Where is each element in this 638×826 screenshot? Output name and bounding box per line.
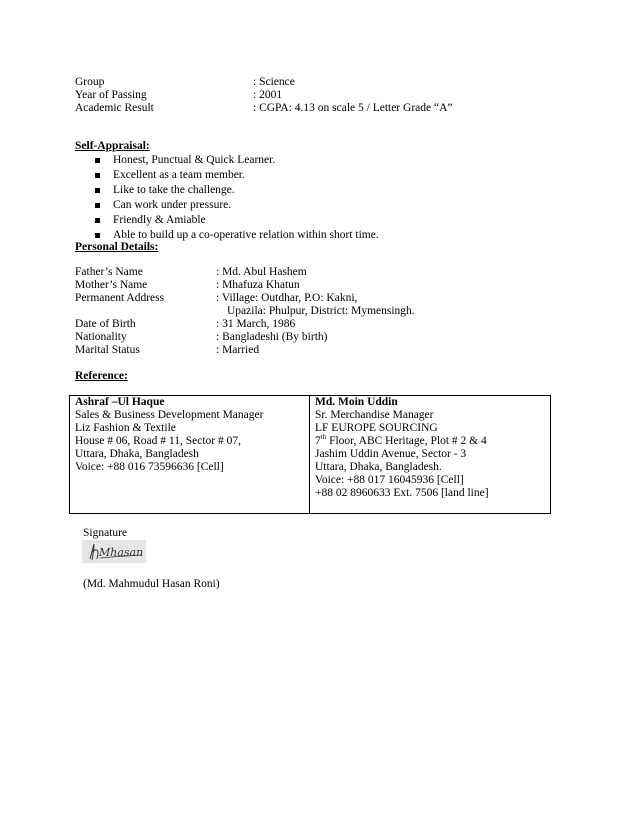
personal-label: Permanent Address	[75, 292, 165, 304]
personal-value: Upazila: Phulpur, District: Mymensingh.	[227, 305, 415, 317]
reference-line: +88 02 8960633 Ext. 7506 [land line]	[315, 487, 489, 499]
personal-label: Mother’s Name	[75, 279, 148, 291]
education-label: Year of Passing	[75, 89, 147, 101]
list-item: Excellent as a team member.	[95, 168, 379, 183]
square-bullet-icon	[95, 158, 100, 163]
list-item: Honest, Punctual & Quick Learner.	[95, 153, 379, 168]
personal-value: : Bangladeshi (By birth)	[216, 331, 328, 343]
personal-label: Nationality	[75, 331, 127, 343]
square-bullet-icon	[95, 173, 100, 178]
list-item: Friendly & Amiable	[95, 213, 379, 228]
education-value: : Science	[253, 76, 295, 88]
self-appraisal-list	[95, 153, 379, 243]
reference-name: Md. Moin Uddin	[315, 396, 398, 408]
signature-scribble-icon	[82, 540, 146, 563]
education-label: Group	[75, 76, 105, 88]
list-item: Can work under pressure.	[95, 198, 379, 213]
floor-text: Floor, ABC Heritage, Plot # 2 & 4	[329, 435, 487, 447]
list-item: Like to take the challenge.	[95, 183, 379, 198]
personal-value: : Mhafuza Khatun	[216, 279, 300, 291]
education-value: : CGPA: 4.13 on scale 5 / Letter Grade “A”	[253, 102, 453, 114]
personal-value: : 31 March, 1986	[216, 318, 296, 330]
signature-label: Signature	[83, 527, 128, 539]
personal-value: : Md. Abul Hashem	[216, 266, 307, 278]
personal-label: Marital Status	[75, 344, 140, 356]
reference-line: Uttara, Dhaka, Bangladesh	[75, 448, 199, 460]
reference-line: Sr. Merchandise Manager	[315, 409, 434, 421]
personal-value: : Married	[216, 344, 260, 356]
personal-label: Father’s Name	[75, 266, 143, 278]
signature-name: (Md. Mahmudul Hasan Roni)	[83, 578, 220, 590]
reference-heading: Reference:	[75, 370, 128, 382]
education-value: : 2001	[253, 89, 283, 101]
reference-line: Jashim Uddin Avenue, Sector - 3	[315, 448, 467, 460]
reference-line: LF EUROPE SOURCING	[315, 422, 438, 434]
square-bullet-icon	[95, 188, 100, 193]
reference-line-floor	[315, 435, 489, 448]
reference-line: Liz Fashion & Textile	[75, 422, 176, 434]
signature-image	[82, 540, 146, 563]
svg-text:Mhasan: Mhasan	[99, 546, 144, 559]
reference-line: Uttara, Dhaka, Bangladesh.	[315, 461, 442, 473]
reference-name: Ashraf –Ul Haque	[75, 396, 165, 408]
reference-left	[75, 396, 263, 474]
floor-number: 7	[315, 435, 321, 447]
education-label: Academic Result	[75, 102, 154, 114]
reference-divider	[309, 395, 310, 513]
square-bullet-icon	[95, 233, 100, 238]
reference-line: House # 06, Road # 11, Sector # 07,	[75, 435, 241, 447]
reference-right	[315, 396, 489, 500]
personal-details-heading: Personal Details:	[75, 241, 159, 253]
personal-label: Date of Birth	[75, 318, 136, 330]
reference-line: Voice: +88 017 16045936 [Cell]	[315, 474, 464, 486]
square-bullet-icon	[95, 203, 100, 208]
reference-line: Voice: +88 016 73596636 [Cell]	[75, 461, 224, 473]
reference-line: Sales & Business Development Manager	[75, 409, 264, 421]
list-item: Able to build up a co-operative relation within short time.	[95, 228, 379, 243]
self-appraisal-heading: Self-Appraisal:	[75, 140, 150, 152]
personal-value: : Village: Outdhar, P.O: Kakni,	[216, 292, 358, 304]
floor-suffix: th	[320, 433, 327, 442]
square-bullet-icon	[95, 218, 100, 223]
